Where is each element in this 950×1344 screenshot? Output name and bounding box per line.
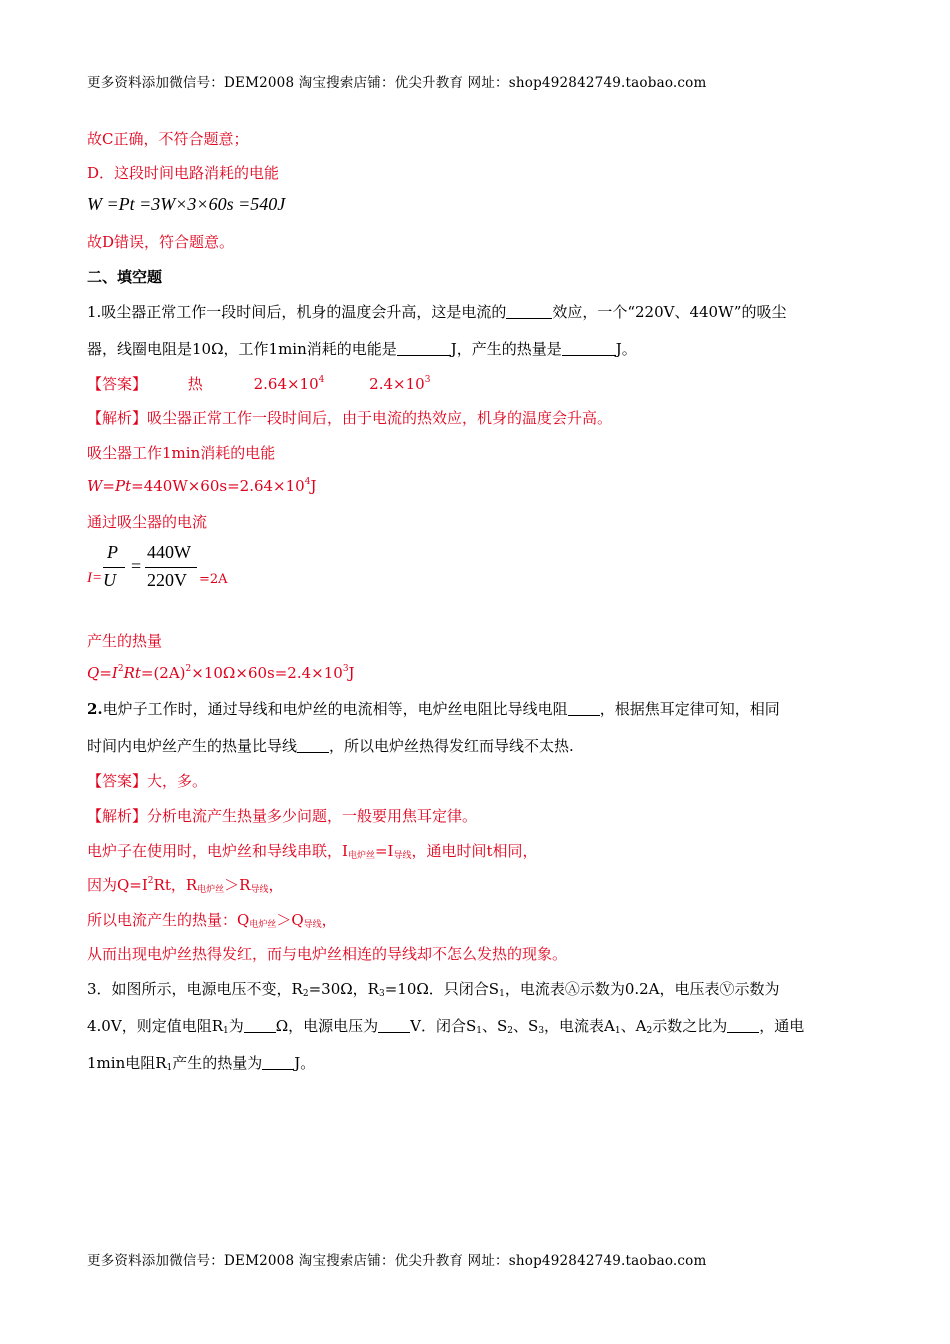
prev-c-correct: 故C正确，不符合题意； [87,130,249,148]
prev-d-wrong: 故D错误，符合题意。 [87,233,235,251]
q1-energy-formula: $W=Pt=440W\times 60s=2.64\times 10^4J$ [87,477,317,495]
page-header: 更多资料添加微信号：DEM2008 淘宝搜索店铺：优尖升教育 网址：shop492842749.taobao.com [87,75,707,91]
q1-current-formula: I= P U = 440W 220V =2A [87,542,228,590]
q1-current-intro: 通过吸尘器的电流 [87,513,208,531]
q1-heat-formula: $Q=I^2Rt=(2A)^2\times 10\Omega\times 60s=2.4\times 10^3J$ [87,664,355,682]
prev-d-formula: W =Pt =3W×3×60s =540J [87,194,286,214]
q1-line2: 器，线圈电阻是10Ω，工作1min消耗的电能是 J，产生的热量是 J。 [87,340,637,358]
section-title: 二、填空题 [87,268,163,286]
q1-answer: 【答案】 热 $2.64\times 10^4$ $2.4\times 10^3$ [87,375,431,393]
q2-series: 电炉子在使用时，电炉丝和导线串联，$I_{电炉丝}=I_{导线}$，通电时间t相同， [87,842,538,861]
q2-because: 因为$Q=I^2Rt$，$R_{电炉丝}>R_{导线}$， [87,876,284,895]
q3-line1: 3．如图所示，电源电压不变，$R_2=30\Omega$，$R_3=10\Omega$．只闭合$S_1$，电流表Ⓐ示数为0.2A，电压表Ⓥ示数为 [87,980,780,999]
prev-d-intro: D．这段时间电路消耗的电能 [87,164,280,182]
q1-energy-intro: 吸尘器工作1min消耗的电能 [87,444,276,462]
q2-line2: 时间内电炉丝产生的热量比导线 ，所以电炉丝热得发红而导线不太热. [87,737,574,755]
q2-line1: 2.电炉子工作时，通过导线和电炉丝的电流相等，电炉丝电阻比导线电阻 ，根据焦耳定律可知，相同 [87,700,780,718]
q2-so: 所以电流产生的热量：$Q_{电炉丝}>Q_{导线}$， [87,911,337,930]
q1-line1: 1.吸尘器正常工作一段时间后，机身的温度会升高，这是电流的 效应，一个“220V、440W”的吸尘 [87,303,787,321]
q2-analysis: 【解析】分析电流产生热量多少问题，一般要用焦耳定律。 [87,807,478,825]
q2-answer: 【答案】大，多。 [87,772,208,790]
q1-analysis: 【解析】吸尘器正常工作一段时间后，由于电流的热效应，机身的温度会升高。 [87,409,613,427]
q3-line3: 1min电阻$R_1$产生的热量为 J。 [87,1054,316,1073]
q1-heat-intro: 产生的热量 [87,632,163,650]
page-footer: 更多资料添加微信号：DEM2008 淘宝搜索店铺：优尖升教育 网址：shop492842749.taobao.com [87,1253,707,1269]
q2-conclusion: 从而出现电炉丝热得发红，而与电炉丝相连的导线却不怎么发热的现象。 [87,945,568,963]
q3-line2: 4.0V，则定值电阻$R_1$为 Ω，电源电压为 V．闭合$S_1$、$S_2$、$S_3$，电流表$A_1$、$A_2$示数之比为 ，通电 [87,1017,805,1036]
